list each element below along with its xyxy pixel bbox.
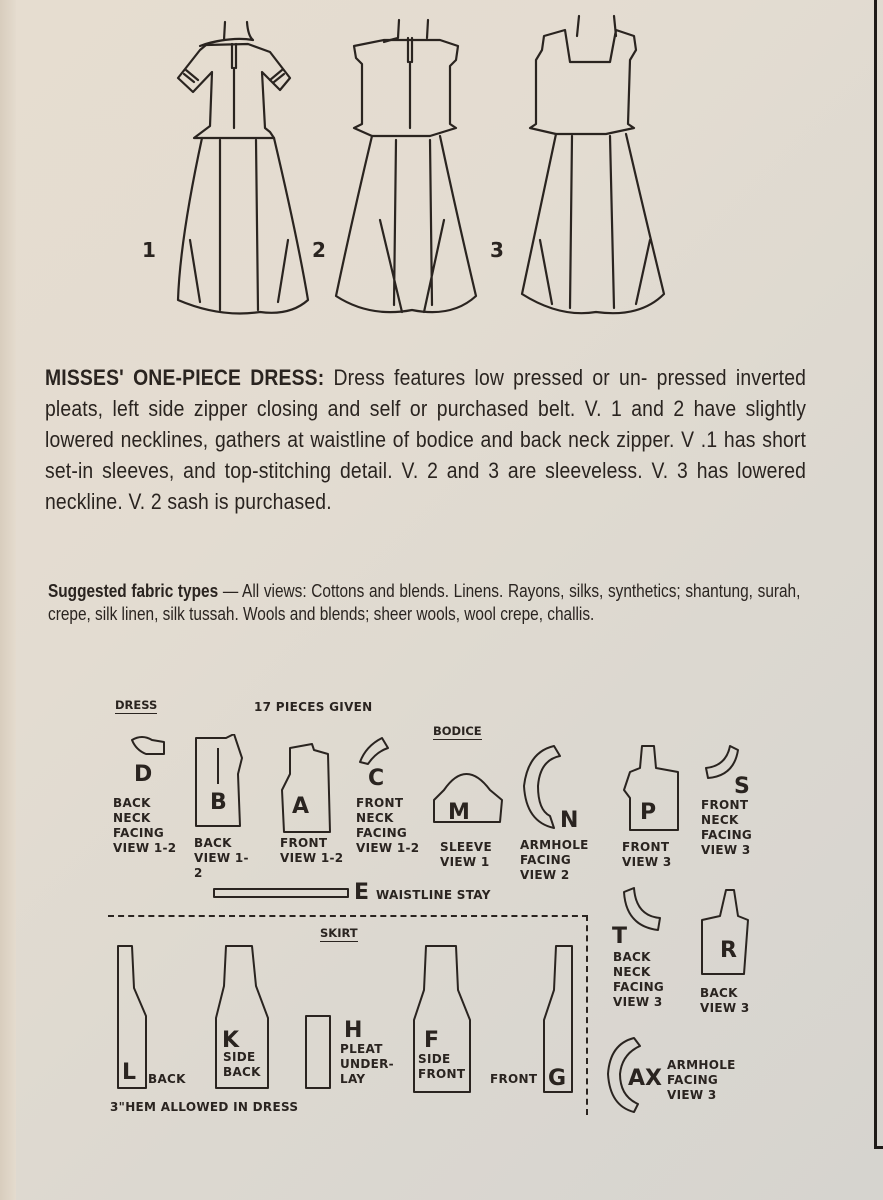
piece-c-letter: C bbox=[368, 766, 385, 791]
piece-c-shape bbox=[356, 734, 392, 770]
piece-d-shape bbox=[128, 734, 168, 760]
piece-h-shape bbox=[302, 1012, 334, 1092]
piece-n-letter: N bbox=[560, 808, 579, 833]
piece-s-label: FRONT NECK FACING VIEW 3 bbox=[701, 798, 753, 857]
fabric-title: Suggested fabric types bbox=[48, 581, 219, 601]
piece-n-shape bbox=[520, 742, 562, 832]
piece-l-letter: L bbox=[122, 1060, 137, 1085]
piece-f-letter: F bbox=[424, 1028, 440, 1053]
hem-note: 3"HEM ALLOWED IN DRESS bbox=[110, 1100, 299, 1114]
description-title: MISSES' ONE-PIECE DRESS: bbox=[45, 365, 325, 390]
description-body: Dress features low pressed or un- pressed inverted pleats, left side zipper closing and self or purchased belt. V. 1 and 2 have slightly lowered necklines, gathers at waistline of bodice and back neck zipper. V .1 has short set-in sleeves, and top-stitching detail. V. 2 and 3 are sleeveless. V. 3 has lowered neckline. V. 2 sash is purchased. bbox=[45, 365, 807, 514]
piece-g-letter: G bbox=[548, 1066, 567, 1091]
piece-k-letter: K bbox=[222, 1028, 240, 1053]
piece-b-letter: B bbox=[210, 790, 227, 815]
piece-h-label: PLEAT UNDER- LAY bbox=[340, 1042, 394, 1086]
fabric-paragraph bbox=[48, 580, 800, 626]
piece-t-label: BACK NECK FACING VIEW 3 bbox=[613, 950, 665, 1009]
view-number-2: 2 bbox=[312, 238, 326, 262]
piece-f-label: SIDE FRONT bbox=[418, 1052, 466, 1081]
piece-g-label: FRONT bbox=[490, 1072, 538, 1086]
envelope-frame-line-vertical bbox=[874, 0, 877, 1148]
skirt-divider-vertical bbox=[586, 915, 588, 1115]
pattern-pieces-diagram bbox=[0, 690, 883, 1200]
piece-h-letter: H bbox=[344, 1018, 363, 1043]
piece-r-label: BACK VIEW 3 bbox=[700, 986, 750, 1015]
dress-view-drawings bbox=[140, 0, 700, 330]
view-number-1: 1 bbox=[142, 238, 156, 262]
piece-s-letter: S bbox=[734, 774, 750, 799]
dress-illustrations bbox=[140, 0, 700, 330]
piece-m-letter: M bbox=[448, 800, 470, 825]
piece-a-shape bbox=[276, 740, 336, 836]
piece-p-letter: P bbox=[640, 800, 657, 825]
piece-c-label: FRONT NECK FACING VIEW 1-2 bbox=[356, 796, 420, 855]
skirt-divider-horizontal bbox=[108, 915, 588, 917]
piece-e-letter: E bbox=[354, 880, 370, 905]
piece-r-letter: R bbox=[720, 938, 737, 963]
piece-e-shape bbox=[212, 886, 352, 900]
piece-b-shape bbox=[192, 734, 248, 830]
section-header-bodice: BODICE bbox=[433, 724, 482, 738]
piece-d-letter: D bbox=[134, 762, 153, 787]
piece-p-label: FRONT VIEW 3 bbox=[622, 840, 672, 869]
piece-r-shape bbox=[698, 886, 752, 978]
description-paragraph bbox=[45, 362, 806, 517]
fabric-body: — All views: Cottons and blends. Linens. Rayons, silks, synthetics; shantung, surah, crepe, silk linen, silk tussah. Wools and blends; sheer wools, wool crepe, challis. bbox=[48, 581, 801, 624]
piece-b-label: BACK VIEW 1-2 bbox=[194, 836, 249, 880]
section-header-dress: DRESS bbox=[115, 698, 158, 712]
piece-n-label: ARMHOLE FACING VIEW 2 bbox=[520, 838, 589, 882]
pieces-count: 17 PIECES GIVEN bbox=[254, 700, 373, 714]
piece-e-label: WAISTLINE STAY bbox=[376, 888, 491, 902]
piece-ax-letter: AX bbox=[628, 1066, 662, 1091]
piece-t-letter: T bbox=[612, 924, 628, 949]
section-header-skirt: SKIRT bbox=[320, 926, 358, 940]
piece-ax-label: ARMHOLE FACING VIEW 3 bbox=[667, 1058, 736, 1102]
piece-l-label: BACK bbox=[148, 1072, 186, 1086]
piece-k-label: SIDE BACK bbox=[223, 1050, 261, 1079]
piece-a-label: FRONT VIEW 1-2 bbox=[280, 836, 344, 865]
envelope-frame-line-bottom bbox=[874, 1146, 883, 1149]
view-number-3: 3 bbox=[490, 238, 504, 262]
piece-m-label: SLEEVE VIEW 1 bbox=[440, 840, 492, 869]
piece-a-letter: A bbox=[292, 794, 310, 819]
piece-d-label: BACK NECK FACING VIEW 1-2 bbox=[113, 796, 177, 855]
